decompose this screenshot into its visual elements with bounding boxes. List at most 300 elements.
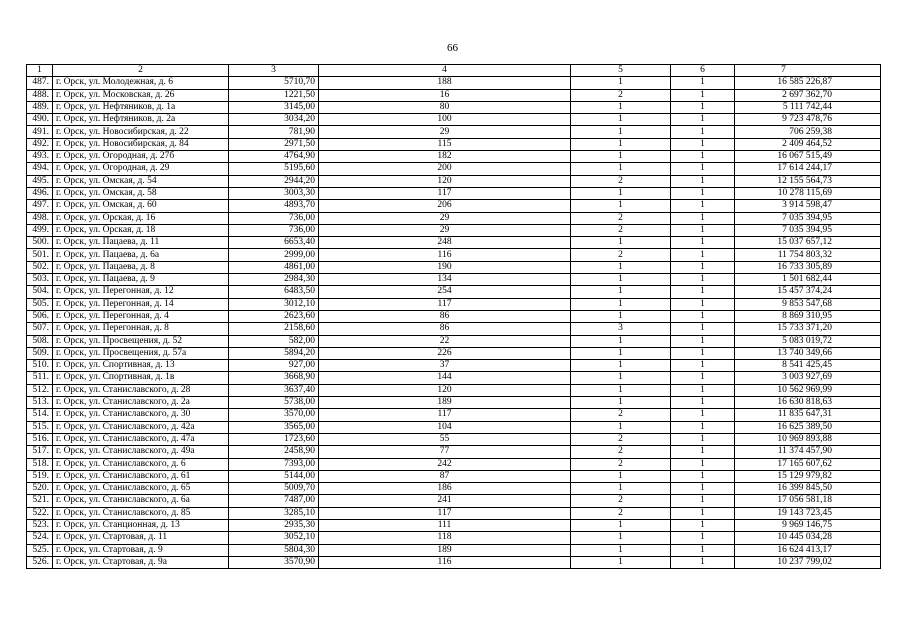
residents-count-cell: 117	[319, 409, 571, 421]
cost-cell: 7 035 394,95	[735, 224, 881, 236]
row-number-cell: 510.	[27, 360, 53, 372]
table-row	[27, 200, 881, 212]
residents-count-cell: 86	[319, 310, 571, 322]
cost-cell: 3 003 927,69	[735, 372, 881, 384]
stage-cell: 1	[671, 532, 735, 544]
stage-cell: 1	[671, 544, 735, 556]
cost-cell: 17 056 581,18	[735, 495, 881, 507]
stage-cell: 1	[671, 224, 735, 236]
address-cell: г. Орск, ул. Перегонная, д. 12	[53, 286, 229, 298]
address-cell: г. Орск, ул. Станиславского, д. 2а	[53, 397, 229, 409]
table-body	[27, 65, 881, 569]
work-type-cell: 1	[571, 298, 671, 310]
table-row	[27, 286, 881, 298]
table-row	[27, 163, 881, 175]
residents-count-cell: 241	[319, 495, 571, 507]
row-number-cell: 495.	[27, 175, 53, 187]
table-row	[27, 433, 881, 445]
stage-cell: 1	[671, 126, 735, 138]
residents-count-cell: 190	[319, 261, 571, 273]
address-cell: г. Орск, ул. Спортивная, д. 1в	[53, 372, 229, 384]
cost-cell: 15 129 979,82	[735, 470, 881, 482]
stage-cell: 1	[671, 397, 735, 409]
table-row	[27, 397, 881, 409]
stage-cell: 1	[671, 151, 735, 163]
stage-cell: 1	[671, 249, 735, 261]
column-header: 4	[319, 65, 571, 77]
work-type-cell: 1	[571, 114, 671, 126]
cost-cell: 17 165 607,62	[735, 458, 881, 470]
table-row	[27, 126, 881, 138]
work-type-cell: 1	[571, 310, 671, 322]
residents-count-cell: 118	[319, 532, 571, 544]
cost-cell: 10 445 034,28	[735, 532, 881, 544]
stage-cell: 1	[671, 470, 735, 482]
stage-cell: 1	[671, 237, 735, 249]
row-number-cell: 521.	[27, 495, 53, 507]
cost-cell: 16 399 845,50	[735, 483, 881, 495]
address-cell: г. Орск, ул. Станиславского, д. 47а	[53, 433, 229, 445]
row-number-cell: 518.	[27, 458, 53, 470]
table-row	[27, 175, 881, 187]
table-row	[27, 372, 881, 384]
total-area-cell: 4893,70	[229, 200, 319, 212]
work-type-cell: 1	[571, 532, 671, 544]
residents-count-cell: 111	[319, 519, 571, 531]
residents-count-cell: 120	[319, 384, 571, 396]
cost-cell: 16 067 515,49	[735, 151, 881, 163]
row-number-cell: 515.	[27, 421, 53, 433]
total-area-cell: 2623,60	[229, 310, 319, 322]
address-cell: г. Орск, ул. Пацаева, д. 6а	[53, 249, 229, 261]
work-type-cell: 2	[571, 224, 671, 236]
row-number-cell: 507.	[27, 323, 53, 335]
address-cell: г. Орск, ул. Станиславского, д. 65	[53, 483, 229, 495]
address-cell: г. Орск, ул. Нефтяников, д. 1а	[53, 101, 229, 113]
total-area-cell: 781,90	[229, 126, 319, 138]
work-type-cell: 1	[571, 519, 671, 531]
total-area-cell: 736,00	[229, 224, 319, 236]
work-type-cell: 2	[571, 409, 671, 421]
total-area-cell: 2458,90	[229, 446, 319, 458]
stage-cell: 1	[671, 261, 735, 273]
cost-cell: 16 625 389,50	[735, 421, 881, 433]
row-number-cell: 512.	[27, 384, 53, 396]
column-header: 3	[229, 65, 319, 77]
stage-cell: 1	[671, 286, 735, 298]
work-type-cell: 1	[571, 360, 671, 372]
total-area-cell: 5804,30	[229, 544, 319, 556]
row-number-cell: 500.	[27, 237, 53, 249]
cost-cell: 3 914 598,47	[735, 200, 881, 212]
row-number-cell: 519.	[27, 470, 53, 482]
total-area-cell: 2158,60	[229, 323, 319, 335]
stage-cell: 1	[671, 200, 735, 212]
row-number-cell: 498.	[27, 212, 53, 224]
address-cell: г. Орск, ул. Стартовая, д. 9	[53, 544, 229, 556]
cost-cell: 13 740 349,66	[735, 347, 881, 359]
cost-cell: 11 374 457,90	[735, 446, 881, 458]
residents-count-cell: 120	[319, 175, 571, 187]
row-number-cell: 502.	[27, 261, 53, 273]
address-cell: г. Орск, ул. Станиславского, д. 6	[53, 458, 229, 470]
address-cell: г. Орск, ул. Пацаева, д. 11	[53, 237, 229, 249]
residents-count-cell: 117	[319, 298, 571, 310]
row-number-cell: 493.	[27, 151, 53, 163]
cost-cell: 5 111 742,44	[735, 101, 881, 113]
table-row	[27, 384, 881, 396]
total-area-cell: 582,00	[229, 335, 319, 347]
table-row	[27, 249, 881, 261]
residents-count-cell: 116	[319, 556, 571, 568]
work-type-cell: 2	[571, 249, 671, 261]
cost-cell: 12 155 564,73	[735, 175, 881, 187]
work-type-cell: 1	[571, 274, 671, 286]
work-type-cell: 1	[571, 470, 671, 482]
address-cell: г. Орск, ул. Станционная, д. 13	[53, 519, 229, 531]
stage-cell: 1	[671, 409, 735, 421]
work-type-cell: 1	[571, 138, 671, 150]
column-number-row	[27, 65, 881, 77]
total-area-cell: 5144,00	[229, 470, 319, 482]
work-type-cell: 1	[571, 126, 671, 138]
total-area-cell: 3668,90	[229, 372, 319, 384]
row-number-cell: 491.	[27, 126, 53, 138]
residents-count-cell: 29	[319, 126, 571, 138]
table-row	[27, 532, 881, 544]
column-header: 5	[571, 65, 671, 77]
stage-cell: 1	[671, 77, 735, 89]
stage-cell: 1	[671, 138, 735, 150]
work-type-cell: 2	[571, 458, 671, 470]
total-area-cell: 7393,00	[229, 458, 319, 470]
work-type-cell: 1	[571, 261, 671, 273]
residents-count-cell: 55	[319, 433, 571, 445]
address-cell: г. Орск, ул. Орская, д. 16	[53, 212, 229, 224]
address-cell: г. Орск, ул. Московская, д. 26	[53, 89, 229, 101]
row-number-cell: 524.	[27, 532, 53, 544]
row-number-cell: 511.	[27, 372, 53, 384]
stage-cell: 1	[671, 212, 735, 224]
row-number-cell: 488.	[27, 89, 53, 101]
total-area-cell: 2971,50	[229, 138, 319, 150]
stage-cell: 1	[671, 298, 735, 310]
stage-cell: 1	[671, 446, 735, 458]
row-number-cell: 517.	[27, 446, 53, 458]
address-cell: г. Орск, ул. Спортивная, д. 13	[53, 360, 229, 372]
stage-cell: 1	[671, 556, 735, 568]
cost-cell: 11 835 647,31	[735, 409, 881, 421]
work-type-cell: 1	[571, 556, 671, 568]
row-number-cell: 489.	[27, 101, 53, 113]
residents-count-cell: 248	[319, 237, 571, 249]
row-number-cell: 497.	[27, 200, 53, 212]
address-cell: г. Орск, ул. Молодежная, д. 6	[53, 77, 229, 89]
total-area-cell: 6653,40	[229, 237, 319, 249]
total-area-cell: 7487,00	[229, 495, 319, 507]
stage-cell: 1	[671, 495, 735, 507]
stage-cell: 1	[671, 458, 735, 470]
row-number-cell: 490.	[27, 114, 53, 126]
address-cell: г. Орск, ул. Огородная, д. 27б	[53, 151, 229, 163]
stage-cell: 1	[671, 433, 735, 445]
residents-count-cell: 144	[319, 372, 571, 384]
row-number-cell: 520.	[27, 483, 53, 495]
total-area-cell: 6483,50	[229, 286, 319, 298]
cost-cell: 8 541 425,45	[735, 360, 881, 372]
cost-cell: 17 614 244,17	[735, 163, 881, 175]
work-type-cell: 1	[571, 286, 671, 298]
address-cell: г. Орск, ул. Новосибирская, д. 22	[53, 126, 229, 138]
cost-cell: 8 869 310,95	[735, 310, 881, 322]
total-area-cell: 5195,60	[229, 163, 319, 175]
row-number-cell: 492.	[27, 138, 53, 150]
address-cell: г. Орск, ул. Новосибирская, д. 84	[53, 138, 229, 150]
residents-count-cell: 29	[319, 212, 571, 224]
work-type-cell: 1	[571, 384, 671, 396]
table-row	[27, 544, 881, 556]
row-number-cell: 503.	[27, 274, 53, 286]
address-cell: г. Орск, ул. Нефтяников, д. 2а	[53, 114, 229, 126]
table-row	[27, 409, 881, 421]
row-number-cell: 509.	[27, 347, 53, 359]
row-number-cell: 501.	[27, 249, 53, 261]
address-cell: г. Орск, ул. Пацаева, д. 8	[53, 261, 229, 273]
table-row	[27, 347, 881, 359]
residents-count-cell: 117	[319, 507, 571, 519]
table-row	[27, 101, 881, 113]
work-type-cell: 1	[571, 347, 671, 359]
row-number-cell: 506.	[27, 310, 53, 322]
cost-cell: 7 035 394,95	[735, 212, 881, 224]
work-type-cell: 1	[571, 483, 671, 495]
residents-count-cell: 254	[319, 286, 571, 298]
table-row	[27, 483, 881, 495]
table-row	[27, 138, 881, 150]
table-row	[27, 298, 881, 310]
work-type-cell: 2	[571, 433, 671, 445]
column-header: 1	[27, 65, 53, 77]
row-number-cell: 487.	[27, 77, 53, 89]
residents-count-cell: 86	[319, 323, 571, 335]
work-type-cell: 2	[571, 507, 671, 519]
total-area-cell: 3565,00	[229, 421, 319, 433]
work-type-cell: 1	[571, 187, 671, 199]
row-number-cell: 499.	[27, 224, 53, 236]
table-row	[27, 360, 881, 372]
work-type-cell: 3	[571, 323, 671, 335]
table-row	[27, 446, 881, 458]
total-area-cell: 5894,20	[229, 347, 319, 359]
cost-cell: 5 083 019,72	[735, 335, 881, 347]
work-type-cell: 1	[571, 77, 671, 89]
table-row	[27, 274, 881, 286]
column-header: 2	[53, 65, 229, 77]
stage-cell: 1	[671, 507, 735, 519]
stage-cell: 1	[671, 187, 735, 199]
table-row	[27, 151, 881, 163]
residents-count-cell: 22	[319, 335, 571, 347]
table-row	[27, 310, 881, 322]
residents-count-cell: 100	[319, 114, 571, 126]
stage-cell: 1	[671, 384, 735, 396]
residents-count-cell: 200	[319, 163, 571, 175]
total-area-cell: 5738,00	[229, 397, 319, 409]
total-area-cell: 5710,70	[229, 77, 319, 89]
cost-cell: 16 733 305,89	[735, 261, 881, 273]
work-type-cell: 1	[571, 397, 671, 409]
row-number-cell: 523.	[27, 519, 53, 531]
total-area-cell: 3637,40	[229, 384, 319, 396]
address-cell: г. Орск, ул. Станиславского, д. 6а	[53, 495, 229, 507]
table-row	[27, 507, 881, 519]
address-cell: г. Орск, ул. Станиславского, д. 30	[53, 409, 229, 421]
total-area-cell: 2984,30	[229, 274, 319, 286]
row-number-cell: 513.	[27, 397, 53, 409]
cost-cell: 9 969 146,75	[735, 519, 881, 531]
cost-cell: 9 723 478,76	[735, 114, 881, 126]
residents-count-cell: 117	[319, 187, 571, 199]
total-area-cell: 3145,00	[229, 101, 319, 113]
cost-cell: 706 259,38	[735, 126, 881, 138]
stage-cell: 1	[671, 360, 735, 372]
residents-count-cell: 80	[319, 101, 571, 113]
total-area-cell: 927,00	[229, 360, 319, 372]
table-row	[27, 114, 881, 126]
stage-cell: 1	[671, 163, 735, 175]
residents-count-cell: 189	[319, 397, 571, 409]
residents-count-cell: 186	[319, 483, 571, 495]
table-row	[27, 458, 881, 470]
row-number-cell: 504.	[27, 286, 53, 298]
table-row	[27, 224, 881, 236]
stage-cell: 1	[671, 89, 735, 101]
cost-cell: 16 630 818,63	[735, 397, 881, 409]
stage-cell: 1	[671, 347, 735, 359]
residents-count-cell: 37	[319, 360, 571, 372]
stage-cell: 1	[671, 483, 735, 495]
stage-cell: 1	[671, 335, 735, 347]
residents-count-cell: 182	[319, 151, 571, 163]
address-cell: г. Орск, ул. Стартовая, д. 11	[53, 532, 229, 544]
total-area-cell: 3012,10	[229, 298, 319, 310]
address-cell: г. Орск, ул. Омская, д. 60	[53, 200, 229, 212]
address-cell: г. Орск, ул. Огородная, д. 29	[53, 163, 229, 175]
address-cell: г. Орск, ул. Омская, д. 58	[53, 187, 229, 199]
total-area-cell: 2944,20	[229, 175, 319, 187]
row-number-cell: 514.	[27, 409, 53, 421]
residents-count-cell: 77	[319, 446, 571, 458]
cost-cell: 9 853 547,68	[735, 298, 881, 310]
table-row	[27, 77, 881, 89]
cost-cell: 10 969 893,88	[735, 433, 881, 445]
table-row	[27, 187, 881, 199]
total-area-cell: 2935,30	[229, 519, 319, 531]
address-cell: г. Орск, ул. Станиславского, д. 85	[53, 507, 229, 519]
residents-count-cell: 206	[319, 200, 571, 212]
work-type-cell: 1	[571, 421, 671, 433]
table-row	[27, 89, 881, 101]
stage-cell: 1	[671, 323, 735, 335]
residents-count-cell: 134	[319, 274, 571, 286]
table-row	[27, 261, 881, 273]
total-area-cell: 3285,10	[229, 507, 319, 519]
work-type-cell: 2	[571, 495, 671, 507]
address-cell: г. Орск, ул. Станиславского, д. 61	[53, 470, 229, 482]
total-area-cell: 3034,20	[229, 114, 319, 126]
total-area-cell: 3052,10	[229, 532, 319, 544]
address-cell: г. Орск, ул. Орская, д. 18	[53, 224, 229, 236]
work-type-cell: 1	[571, 101, 671, 113]
cost-cell: 2 697 362,70	[735, 89, 881, 101]
work-type-cell: 1	[571, 151, 671, 163]
address-cell: г. Орск, ул. Просвещения, д. 52	[53, 335, 229, 347]
row-number-cell: 526.	[27, 556, 53, 568]
column-header: 7	[735, 65, 881, 77]
address-cell: г. Орск, ул. Стартовая, д. 9а	[53, 556, 229, 568]
work-type-cell: 1	[571, 372, 671, 384]
row-number-cell: 508.	[27, 335, 53, 347]
total-area-cell: 3570,00	[229, 409, 319, 421]
residents-count-cell: 104	[319, 421, 571, 433]
residents-count-cell: 226	[319, 347, 571, 359]
row-number-cell: 522.	[27, 507, 53, 519]
residents-count-cell: 87	[319, 470, 571, 482]
residents-count-cell: 115	[319, 138, 571, 150]
total-area-cell: 1723,60	[229, 433, 319, 445]
cost-cell: 16 624 413,17	[735, 544, 881, 556]
residents-count-cell: 29	[319, 224, 571, 236]
stage-cell: 1	[671, 274, 735, 286]
cost-cell: 1 501 682,44	[735, 274, 881, 286]
total-area-cell: 2999,00	[229, 249, 319, 261]
housing-table	[26, 64, 881, 569]
residents-count-cell: 16	[319, 89, 571, 101]
cost-cell: 10 278 115,69	[735, 187, 881, 199]
residents-count-cell: 242	[319, 458, 571, 470]
stage-cell: 1	[671, 421, 735, 433]
row-number-cell: 494.	[27, 163, 53, 175]
address-cell: г. Орск, ул. Перегонная, д. 14	[53, 298, 229, 310]
table-row	[27, 212, 881, 224]
total-area-cell: 3003,30	[229, 187, 319, 199]
table-row	[27, 335, 881, 347]
work-type-cell: 1	[571, 237, 671, 249]
work-type-cell: 2	[571, 212, 671, 224]
table-row	[27, 556, 881, 568]
cost-cell: 15 457 374,24	[735, 286, 881, 298]
cost-cell: 15 733 371,20	[735, 323, 881, 335]
stage-cell: 1	[671, 310, 735, 322]
cost-cell: 2 409 464,52	[735, 138, 881, 150]
total-area-cell: 3570,90	[229, 556, 319, 568]
cost-cell: 19 143 723,45	[735, 507, 881, 519]
stage-cell: 1	[671, 101, 735, 113]
cost-cell: 11 754 803,32	[735, 249, 881, 261]
total-area-cell: 5009,70	[229, 483, 319, 495]
address-cell: г. Орск, ул. Пацаева, д. 9	[53, 274, 229, 286]
work-type-cell: 2	[571, 175, 671, 187]
work-type-cell: 1	[571, 335, 671, 347]
work-type-cell: 1	[571, 163, 671, 175]
address-cell: г. Орск, ул. Станиславского, д. 42а	[53, 421, 229, 433]
total-area-cell: 736,00	[229, 212, 319, 224]
stage-cell: 1	[671, 372, 735, 384]
work-type-cell: 2	[571, 89, 671, 101]
address-cell: г. Орск, ул. Перегонная, д. 4	[53, 310, 229, 322]
table-row	[27, 237, 881, 249]
total-area-cell: 4764,90	[229, 151, 319, 163]
